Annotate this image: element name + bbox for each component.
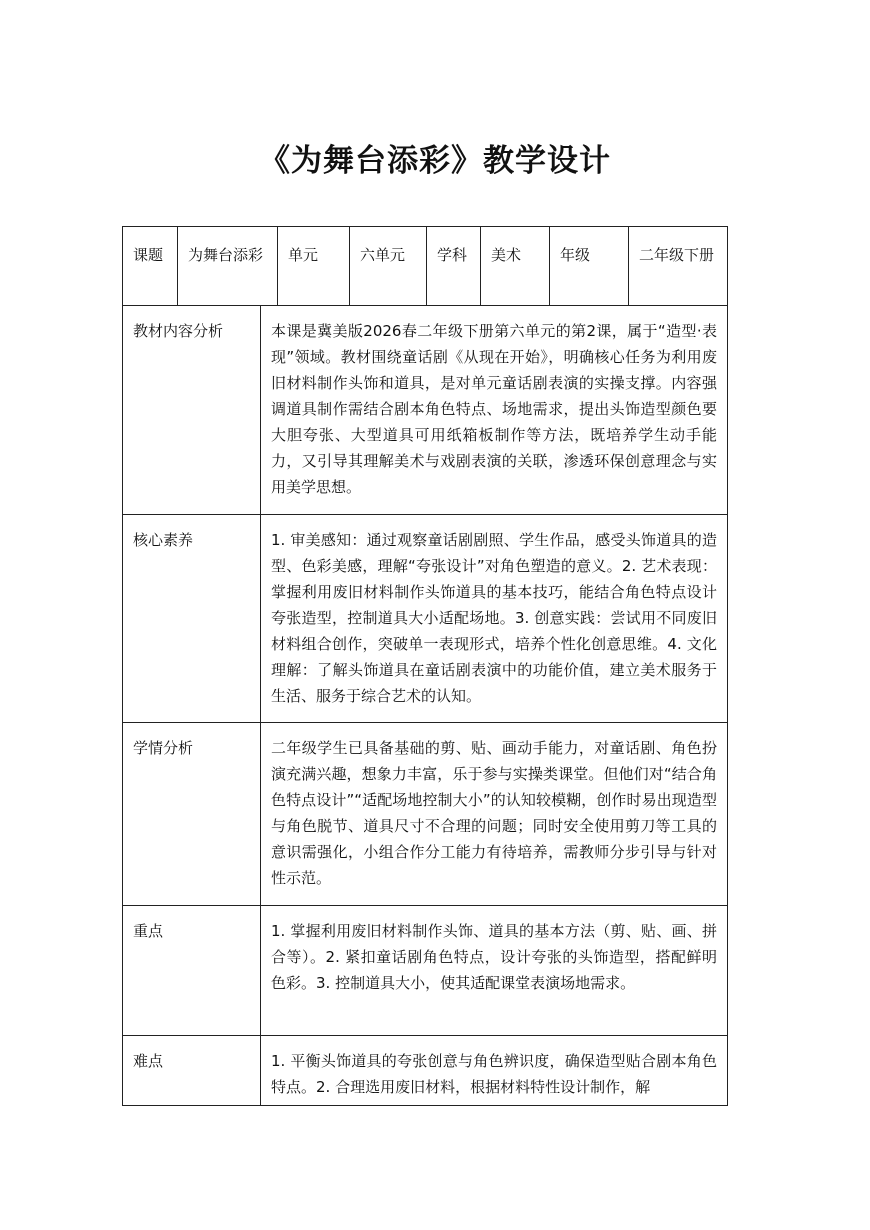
section-content: 1. 平衡头饰道具的夸张创意与角色辨识度，确保造型贴合剧本角色特点。2. 合理选用废旧材料，根据材料特性设计制作，解 bbox=[271, 1052, 717, 1096]
unit-label: 单元 bbox=[278, 227, 350, 305]
lesson-design-table bbox=[122, 226, 728, 1106]
section-row-core-literacy bbox=[123, 515, 727, 723]
lesson-info-row bbox=[123, 227, 727, 306]
section-label: 核心素养 bbox=[123, 515, 261, 722]
subject-value: 美术 bbox=[481, 227, 550, 305]
section-label: 重点 bbox=[123, 906, 261, 1035]
lesson-label: 课题 bbox=[123, 227, 178, 305]
section-row-student-analysis bbox=[123, 723, 727, 906]
grade-label: 年级 bbox=[550, 227, 629, 305]
unit-value: 六单元 bbox=[350, 227, 427, 305]
section-label: 教材内容分析 bbox=[123, 306, 261, 514]
section-label: 难点 bbox=[123, 1036, 261, 1105]
section-content: 二年级学生已具备基础的剪、贴、画动手能力，对童话剧、角色扮演充满兴趣，想象力丰富，乐于参与实操类课堂。但他们对“结合角色特点设计”“适配场地控制大小”的认知较模糊，创作时易出现造型与角色脱节、道具尺寸不合理的问题；同时安全使用剪刀等工具的意识需强化，小组合作分工能力有待培养，需教师分步引导与针对性示范。 bbox=[271, 739, 717, 887]
section-content: 1. 审美感知：通过观察童话剧剧照、学生作品，感受头饰道具的造型、色彩美感，理解“夸张设计”对角色塑造的意义。2. 艺术表现：掌握利用废旧材料制作头饰道具的基本技巧，能结合角色特点设计夸张造型，控制道具大小适配场地。3. 创意实践：尝试用不同废旧材料组合创作，突破单一表现形式，培养个性化创意思维。4. 文化理解：了解头饰道具在童话剧表演中的功能价值，建立美术服务于生活、服务于综合艺术的认知。 bbox=[271, 531, 717, 705]
subject-label: 学科 bbox=[427, 227, 481, 305]
section-label: 学情分析 bbox=[123, 723, 261, 905]
grade-value: 二年级下册 bbox=[639, 246, 715, 264]
section-content: 1. 掌握利用废旧材料制作头饰、道具的基本方法（剪、贴、画、拼合等）。2. 紧扣童话剧角色特点，设计夸张的头饰造型，搭配鲜明色彩。3. 控制道具大小，使其适配课堂表演场地需求。 bbox=[271, 922, 717, 992]
section-row-difficulties bbox=[123, 1036, 727, 1105]
lesson-value: 为舞台添彩 bbox=[178, 227, 278, 305]
section-row-key-points bbox=[123, 906, 727, 1036]
section-content: 本课是冀美版2026春二年级下册第六单元的第2课，属于“造型·表现”领域。教材围绕童话剧《从现在开始》，明确核心任务为利用废旧材料制作头饰和道具，是对单元童话剧表演的实操支撑。内容强调道具制作需结合剧本角色特点、场地需求，提出头饰造型颜色要大胆夸张、大型道具可用纸箱板制作等方法，既培养学生动手能力，又引导其理解美术与戏剧表演的关联，渗透环保创意理念与实用美学思想。 bbox=[271, 322, 717, 496]
section-row-textbook-analysis bbox=[123, 306, 727, 515]
page-title: 《为舞台添彩》教学设计 bbox=[259, 143, 611, 179]
